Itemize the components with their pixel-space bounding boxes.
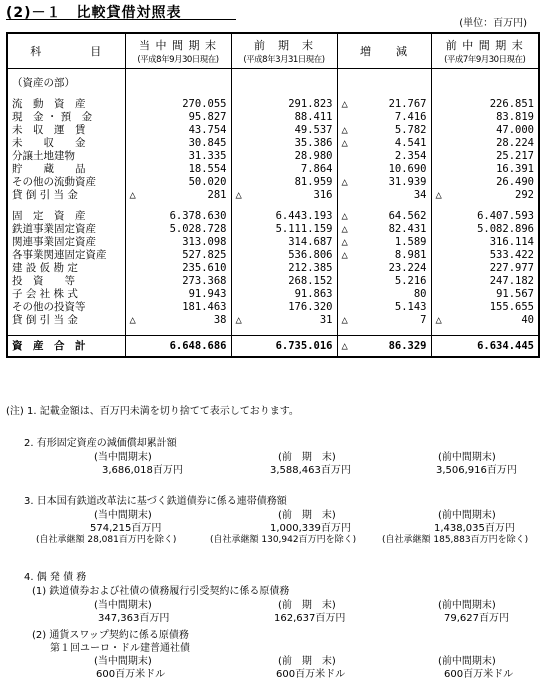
row-label: 投 資 等 bbox=[7, 275, 125, 288]
note-4-2-val-c: 600百万米ドル bbox=[444, 669, 514, 680]
cell-value: 536.806 bbox=[288, 249, 333, 261]
cell-value: 23.224 bbox=[388, 262, 427, 274]
negative-mark: △ bbox=[341, 314, 348, 326]
negative-mark: △ bbox=[129, 189, 136, 201]
cell-prior-year-end bbox=[231, 210, 337, 223]
cell-value: 292 bbox=[515, 189, 534, 201]
note-3-val-a: 574,215百万円 bbox=[90, 523, 162, 534]
cell-change bbox=[337, 98, 431, 111]
cell-prior-year-end bbox=[231, 288, 337, 301]
cell-current-interim bbox=[125, 189, 231, 202]
note-2-col-c: (前中間期末) bbox=[438, 452, 496, 463]
cell-prior-year-end bbox=[231, 275, 337, 288]
section-label-row bbox=[7, 77, 539, 90]
note-4-1-val-a: 347,363百万円 bbox=[98, 613, 170, 624]
cell-value: 527.825 bbox=[182, 249, 227, 261]
row-label: 貸 倒 引 当 金 bbox=[7, 314, 125, 327]
row-label: 関連事業固定資産 bbox=[7, 236, 125, 249]
cell-value: 176.320 bbox=[288, 301, 333, 313]
cell-prior-interim bbox=[431, 176, 539, 189]
row-label: 子 会 社 株 式 bbox=[7, 288, 125, 301]
note-2-col-b: (前 期 末) bbox=[278, 452, 336, 463]
cell-change bbox=[337, 301, 431, 314]
note-3-sub-a: (自社承継額 28,081百万円を除く) bbox=[36, 535, 177, 545]
cell-value: 80 bbox=[413, 288, 427, 300]
note-4-2-col-b: (前 期 末) bbox=[278, 656, 336, 667]
cell-prior-interim bbox=[431, 236, 539, 249]
cell-value: 270.055 bbox=[182, 98, 227, 110]
table-row bbox=[7, 314, 539, 327]
cell-prior-year-end bbox=[231, 262, 337, 275]
negative-mark: △ bbox=[341, 339, 348, 352]
cell-value: 83.819 bbox=[496, 111, 534, 123]
note-4-2-title: (2) 通貨スワップ契約に係る原債務 bbox=[32, 630, 189, 641]
row-label: 建 設 仮 勘 定 bbox=[7, 262, 125, 275]
note-2-val-b: 3,588,463百万円 bbox=[270, 465, 351, 476]
cell-change bbox=[337, 150, 431, 163]
note-1: (注) 1. 記載金額は、百万円未満を切り捨てて表示しております。 bbox=[6, 406, 299, 417]
cell-prior-interim bbox=[431, 150, 539, 163]
note-2-val-c: 3,506,916百万円 bbox=[436, 465, 517, 476]
cell-value: 31.939 bbox=[388, 176, 427, 188]
cell-value: 4.541 bbox=[394, 137, 427, 149]
note-3-sub-b: (自社承継額 130,942百万円を除く) bbox=[210, 535, 357, 545]
header-item: 科 目 bbox=[7, 33, 125, 69]
cell-current-interim bbox=[125, 314, 231, 327]
section-label: （資産の部） bbox=[7, 77, 125, 90]
cell-prior-year-end bbox=[231, 124, 337, 137]
cell-value: 1.589 bbox=[394, 236, 427, 248]
cell-change bbox=[337, 223, 431, 236]
cell-value: 281 bbox=[207, 189, 227, 201]
note-4-1-title: (1) 鉄道債券および社債の債務履行引受契約に係る原債務 bbox=[32, 586, 290, 597]
cell-change bbox=[337, 249, 431, 262]
cell-prior-year-end bbox=[231, 137, 337, 150]
cell-prior-year-end bbox=[231, 314, 337, 327]
table-row bbox=[7, 236, 539, 249]
table-row bbox=[7, 223, 539, 236]
cell-change bbox=[337, 288, 431, 301]
cell-value: 2.354 bbox=[394, 150, 427, 162]
cell-prior-year-end bbox=[231, 150, 337, 163]
cell-value: 181.463 bbox=[182, 301, 227, 313]
table-header-row bbox=[7, 33, 539, 69]
cell-value: 273.368 bbox=[182, 275, 227, 287]
cell-prior-interim bbox=[431, 223, 539, 236]
cell-prior-interim bbox=[431, 288, 539, 301]
note-4-1-col-b: (前 期 末) bbox=[278, 600, 336, 611]
row-label: 未 収 金 bbox=[7, 137, 125, 150]
cell-value: 64.562 bbox=[388, 210, 427, 222]
spacer-row bbox=[7, 202, 539, 210]
cell-value: 25.217 bbox=[496, 150, 534, 162]
cell-value: 6.407.593 bbox=[477, 210, 534, 222]
header-current-interim: 当 中 間 期 末 (平成8年9月30日現在) bbox=[125, 33, 231, 69]
cell-value: 316 bbox=[313, 189, 333, 201]
negative-mark: △ bbox=[235, 314, 242, 326]
cell-current-interim bbox=[125, 275, 231, 288]
cell-value: 314.687 bbox=[288, 236, 333, 248]
cell-current-interim bbox=[125, 301, 231, 314]
cell-value: 40 bbox=[521, 314, 534, 326]
note-4-2-col-a: (当中間期末) bbox=[94, 656, 152, 667]
cell-value: 28.980 bbox=[294, 150, 333, 162]
note-2-title: 2. 有形固定資産の減価償却累計額 bbox=[24, 438, 177, 449]
cell-value: 7.864 bbox=[300, 163, 333, 175]
cell-value: 7 bbox=[420, 314, 427, 326]
cell-value: 30.845 bbox=[188, 137, 227, 149]
cell-value: 247.182 bbox=[489, 275, 534, 287]
page-title: (2)－１ 比較貸借対照表 bbox=[6, 5, 182, 21]
table-row bbox=[7, 301, 539, 314]
cell-change bbox=[337, 176, 431, 189]
cell-value: 88.411 bbox=[294, 111, 333, 123]
cell-current-interim bbox=[125, 262, 231, 275]
cell-value: 313.098 bbox=[182, 236, 227, 248]
cell-value: 7.416 bbox=[394, 111, 427, 123]
cell-value: 43.754 bbox=[188, 124, 227, 136]
header-change: 増 減 bbox=[337, 33, 431, 69]
cell-value: 49.537 bbox=[294, 124, 333, 136]
cell-prior-year-end bbox=[231, 176, 337, 189]
cell-value: 316.114 bbox=[489, 236, 534, 248]
table-row bbox=[7, 262, 539, 275]
cell-value: 5.143 bbox=[394, 301, 427, 313]
row-label: 分譲土地建物 bbox=[7, 150, 125, 163]
cell-change bbox=[337, 189, 431, 202]
cell-value: 6.634.445 bbox=[477, 339, 534, 352]
note-2-val-a: 3,686,018百万円 bbox=[102, 465, 183, 476]
note-3-val-c: 1,438,035百万円 bbox=[434, 523, 515, 534]
cell-value: 6.378.630 bbox=[169, 210, 227, 222]
cell-current-interim bbox=[125, 98, 231, 111]
cell-value: 533.422 bbox=[489, 249, 534, 261]
negative-mark: △ bbox=[341, 137, 348, 149]
cell-prior-interim bbox=[431, 210, 539, 223]
row-label: その他の投資等 bbox=[7, 301, 125, 314]
cell-current-interim bbox=[125, 223, 231, 236]
cell-value: 227.977 bbox=[489, 262, 534, 274]
cell-value: 8.981 bbox=[394, 249, 427, 261]
note-3-col-a: (当中間期末) bbox=[94, 510, 152, 521]
cell-current-interim bbox=[125, 137, 231, 150]
cell-prior-year-end bbox=[231, 249, 337, 262]
table-row bbox=[7, 249, 539, 262]
negative-mark: △ bbox=[341, 236, 348, 248]
row-label: 各事業関連固定資産 bbox=[7, 249, 125, 262]
negative-mark: △ bbox=[435, 189, 442, 201]
cell-prior-year-end bbox=[231, 98, 337, 111]
cell-current-interim bbox=[125, 249, 231, 262]
row-label: 固 定 資 産 bbox=[7, 210, 125, 223]
cell-prior-interim bbox=[431, 336, 539, 358]
note-4-1-val-b: 162,637百万円 bbox=[274, 613, 346, 624]
negative-mark: △ bbox=[341, 223, 348, 235]
note-4-1-val-c: 79,627百万円 bbox=[444, 613, 509, 624]
cell-value: 50.020 bbox=[188, 176, 227, 188]
cell-prior-interim bbox=[431, 124, 539, 137]
total-row bbox=[7, 336, 539, 358]
cell-value: 31 bbox=[319, 314, 333, 326]
cell-value: 31.335 bbox=[188, 150, 227, 162]
cell-prior-interim bbox=[431, 98, 539, 111]
unit-label: (単位：百万円) bbox=[459, 18, 527, 29]
cell-prior-interim bbox=[431, 249, 539, 262]
cell-value: 16.391 bbox=[496, 163, 534, 175]
cell-current-interim bbox=[125, 288, 231, 301]
cell-prior-interim bbox=[431, 314, 539, 327]
negative-mark: △ bbox=[235, 189, 242, 201]
cell-prior-year-end bbox=[231, 301, 337, 314]
table-row bbox=[7, 210, 539, 223]
cell-prior-interim bbox=[431, 137, 539, 150]
negative-mark: △ bbox=[341, 124, 348, 136]
negative-mark: △ bbox=[129, 314, 136, 326]
cell-prior-year-end bbox=[231, 236, 337, 249]
cell-value: 5.111.159 bbox=[275, 223, 333, 235]
cell-current-interim bbox=[125, 150, 231, 163]
cell-value: 5.216 bbox=[394, 275, 427, 287]
cell-change bbox=[337, 210, 431, 223]
cell-change bbox=[337, 314, 431, 327]
header-prior-year-end: 前 期 末 (平成8年3月31日現在) bbox=[231, 33, 337, 69]
negative-mark: △ bbox=[341, 176, 348, 188]
cell-prior-interim bbox=[431, 301, 539, 314]
cell-value: 18.554 bbox=[188, 163, 227, 175]
cell-value: 226.851 bbox=[489, 98, 534, 110]
cell-prior-interim bbox=[431, 111, 539, 124]
title-underline bbox=[6, 19, 236, 20]
note-4-1-col-a: (当中間期末) bbox=[94, 600, 152, 611]
cell-change bbox=[337, 137, 431, 150]
cell-change bbox=[337, 163, 431, 176]
cell-current-interim bbox=[125, 336, 231, 358]
row-label: 貯 蔵 品 bbox=[7, 163, 125, 176]
cell-current-interim bbox=[125, 236, 231, 249]
negative-mark: △ bbox=[341, 249, 348, 261]
table-row bbox=[7, 189, 539, 202]
cell-value: 91.567 bbox=[496, 288, 534, 300]
table-row bbox=[7, 111, 539, 124]
cell-prior-year-end bbox=[231, 189, 337, 202]
note-4-1-col-c: (前中間期末) bbox=[438, 600, 496, 611]
cell-change bbox=[337, 124, 431, 137]
note-2-col-a: (当中間期末) bbox=[94, 452, 152, 463]
cell-change bbox=[337, 236, 431, 249]
note-4-2-sub: 第１回ユーロ・ドル建普通社債 bbox=[50, 643, 190, 654]
cell-change bbox=[337, 262, 431, 275]
table-row bbox=[7, 163, 539, 176]
balance-sheet-table bbox=[6, 32, 540, 358]
cell-value: 5.028.728 bbox=[169, 223, 227, 235]
cell-value: 6.443.193 bbox=[275, 210, 333, 222]
cell-value: 86.329 bbox=[388, 339, 427, 352]
cell-prior-interim bbox=[431, 275, 539, 288]
cell-value: 91.943 bbox=[188, 288, 227, 300]
row-label: 資 産 合 計 bbox=[7, 336, 125, 358]
table-row bbox=[7, 288, 539, 301]
cell-value: 155.655 bbox=[489, 301, 534, 313]
header-prior-interim: 前 中 間 期 末 (平成7年9月30日現在) bbox=[431, 33, 539, 69]
cell-prior-year-end bbox=[231, 223, 337, 236]
cell-value: 291.823 bbox=[288, 98, 333, 110]
row-label: 鉄道事業固定資産 bbox=[7, 223, 125, 236]
table-row bbox=[7, 137, 539, 150]
cell-prior-interim bbox=[431, 189, 539, 202]
cell-value: 6.648.686 bbox=[169, 339, 227, 352]
cell-value: 95.827 bbox=[188, 111, 227, 123]
table-row bbox=[7, 98, 539, 111]
row-label: 流 動 資 産 bbox=[7, 98, 125, 111]
cell-value: 47.000 bbox=[496, 124, 534, 136]
cell-prior-year-end bbox=[231, 336, 337, 358]
cell-value: 91.863 bbox=[294, 288, 333, 300]
cell-value: 5.082.896 bbox=[477, 223, 534, 235]
row-label: 貸 倒 引 当 金 bbox=[7, 189, 125, 202]
note-4-2-val-b: 600百万米ドル bbox=[276, 669, 346, 680]
row-label: 現 金 ・ 預 金 bbox=[7, 111, 125, 124]
cell-current-interim bbox=[125, 111, 231, 124]
cell-current-interim bbox=[125, 163, 231, 176]
table-row bbox=[7, 275, 539, 288]
cell-change bbox=[337, 336, 431, 358]
cell-value: 21.767 bbox=[388, 98, 427, 110]
negative-mark: △ bbox=[341, 210, 348, 222]
cell-change bbox=[337, 275, 431, 288]
negative-mark: △ bbox=[435, 314, 442, 326]
note-4-2-col-c: (前中間期末) bbox=[438, 656, 496, 667]
note-3-title: 3. 日本国有鉄道改革法に基づく鉄道債券に係る連帯債務額 bbox=[24, 496, 287, 507]
note-4-title: 4. 偶 発 債 務 bbox=[24, 572, 87, 583]
cell-value: 10.690 bbox=[388, 163, 427, 175]
row-label: 未 収 運 賃 bbox=[7, 124, 125, 137]
cell-value: 28.224 bbox=[496, 137, 534, 149]
cell-prior-interim bbox=[431, 163, 539, 176]
cell-prior-year-end bbox=[231, 163, 337, 176]
note-3-val-b: 1,000,339百万円 bbox=[270, 523, 351, 534]
cell-value: 35.386 bbox=[294, 137, 333, 149]
cell-value: 34 bbox=[413, 189, 427, 201]
cell-value: 38 bbox=[213, 314, 227, 326]
cell-current-interim bbox=[125, 210, 231, 223]
cell-change bbox=[337, 111, 431, 124]
cell-prior-year-end bbox=[231, 111, 337, 124]
cell-value: 26.490 bbox=[496, 176, 534, 188]
note-3-col-c: (前中間期末) bbox=[438, 510, 496, 521]
cell-prior-interim bbox=[431, 262, 539, 275]
cell-value: 268.152 bbox=[288, 275, 333, 287]
table-row bbox=[7, 150, 539, 163]
cell-value: 5.782 bbox=[394, 124, 427, 136]
cell-value: 81.959 bbox=[294, 176, 333, 188]
table-row bbox=[7, 176, 539, 189]
note-3-sub-c: (自社承継額 185,883百万円を除く) bbox=[382, 535, 529, 545]
row-label: その他の流動資産 bbox=[7, 176, 125, 189]
cell-value: 6.735.016 bbox=[275, 339, 333, 352]
cell-current-interim bbox=[125, 124, 231, 137]
cell-value: 235.610 bbox=[182, 262, 227, 274]
table-row bbox=[7, 124, 539, 137]
cell-value: 212.385 bbox=[288, 262, 333, 274]
cell-value: 82.431 bbox=[388, 223, 427, 235]
note-3-col-b: (前 期 末) bbox=[278, 510, 336, 521]
cell-current-interim bbox=[125, 176, 231, 189]
negative-mark: △ bbox=[341, 98, 348, 110]
note-4-2-val-a: 600百万米ドル bbox=[96, 669, 166, 680]
